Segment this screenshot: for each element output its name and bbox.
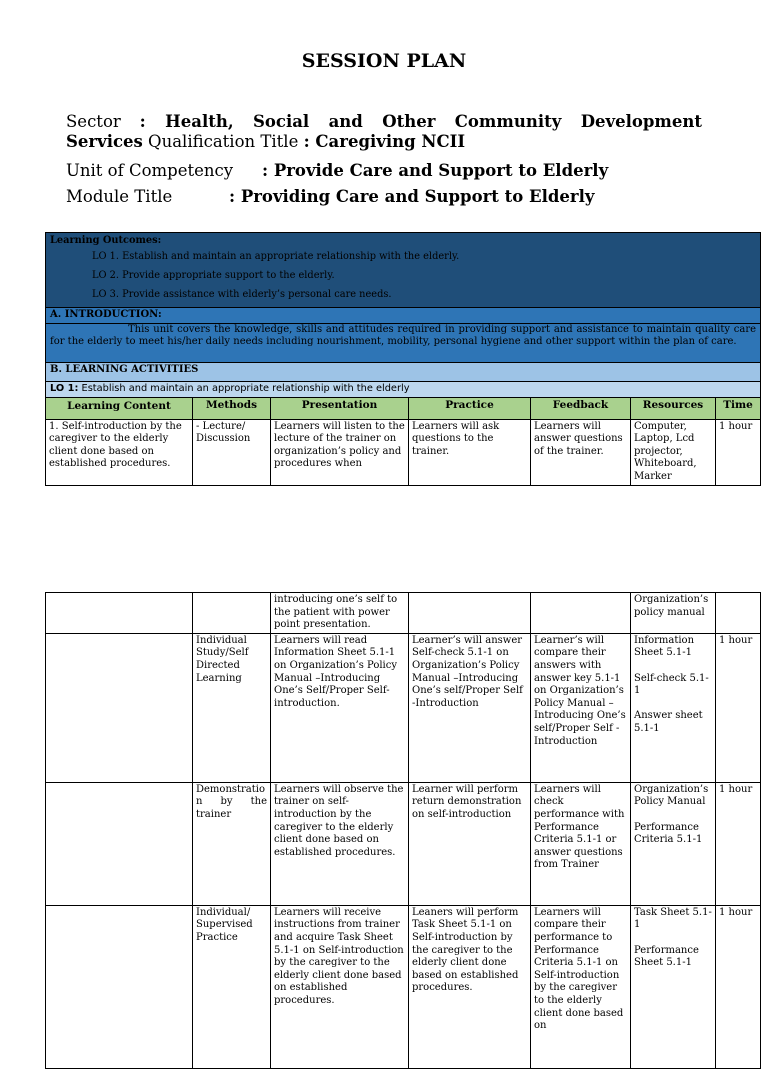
time-cell	[716, 593, 761, 634]
lo1-row	[46, 381, 761, 397]
methods-cell: Individual Study/Self Directed Learning	[193, 633, 271, 782]
column-header: Presentation	[271, 397, 409, 419]
learning-content-cell	[46, 905, 193, 1068]
sector-line: Sector : Health, Social and Other Community Development	[66, 112, 702, 131]
activities-heading: B. LEARNING ACTIVITIES	[46, 362, 761, 381]
feedback-cell: Learners will check performance with Performance Criteria 5.1-1 or answer questions from Trainer	[531, 782, 631, 905]
table-row	[46, 633, 761, 782]
resources-cell: Organization’s policy manual	[631, 593, 716, 634]
module-value: : Providing Care and Support to Elderly	[229, 187, 595, 206]
outcome-item: LO 3. Provide assistance with elderly’s personal care needs.	[92, 289, 392, 300]
session-plan-table-top	[45, 232, 761, 486]
module-label: Module Title	[66, 187, 173, 206]
table-row	[46, 782, 761, 905]
outcomes-heading: Learning Outcomes:	[50, 235, 162, 246]
lo1-text: Establish and maintain an appropriate relationship with the elderly	[81, 382, 410, 394]
learning-outcomes-row	[46, 233, 761, 308]
learning-content-cell	[46, 782, 193, 905]
column-header: Feedback	[531, 397, 631, 419]
table-row	[46, 593, 761, 634]
resources-cell: Task Sheet 5.1-1 Performance Sheet 5.1-1	[631, 905, 716, 1068]
session-plan-table-continued	[45, 592, 761, 1069]
unit-value: : Provide Care and Support to Elderly	[262, 161, 609, 180]
sector-block	[66, 112, 702, 152]
presentation-cell: Learners will read Information Sheet 5.1-1 on Organization’s Policy Manual –Introducing One’s Self/Proper Self-introduction.	[271, 633, 409, 782]
introduction-heading-row	[46, 308, 761, 324]
learning-content-cell: 1. Self-introduction by the caregiver to the elderly client done based on established procedures.	[46, 419, 193, 485]
column-header: Methods	[193, 397, 271, 419]
presentation-cell: Learners will observe the trainer on self-introduction by the caregiver to the elderly client done based on established procedures.	[271, 782, 409, 905]
learning-content-cell	[46, 633, 193, 782]
time-cell: 1 hour	[716, 633, 761, 782]
services-word: Services	[66, 132, 143, 151]
presentation-cell: Learners will listen to the lecture of the trainer on organization’s policy and procedures when	[271, 419, 409, 485]
methods-cell	[193, 593, 271, 634]
introduction-text: This unit covers the knowledge, skills and attitudes required in providing support and assistance to maintain quality care for the elderly to meet his/her daily needs including nourishment, mobility, personal hygiene and other support within the plan of care.	[46, 323, 761, 362]
presentation-cell: introducing one’s self to the patient with power point presentation.	[271, 593, 409, 634]
time-cell: 1 hour	[716, 782, 761, 905]
methods-cell: Demonstration by the trainer	[193, 782, 271, 905]
resources-cell: Information Sheet 5.1-1 Self-check 5.1-1 Answer sheet 5.1-1	[631, 633, 716, 782]
introduction-heading: A. INTRODUCTION:	[46, 308, 761, 324]
introduction-text-row	[46, 323, 761, 362]
resources-cell: Organization’s Policy Manual Performance Criteria 5.1-1	[631, 782, 716, 905]
unit-line	[66, 161, 702, 181]
resources-cell: Computer, Laptop, Lcd projector, Whiteboard, Marker	[631, 419, 716, 485]
outcome-item: LO 2. Provide appropriate support to the elderly.	[92, 270, 335, 281]
sector-label: Sector	[66, 112, 121, 131]
lo1-label: LO 1:	[50, 382, 79, 394]
feedback-cell: Learner’s will compare their answers with answer key 5.1-1 on Organization’s Policy Manual –Introducing One’s self/Proper Self -Introduction	[531, 633, 631, 782]
practice-cell: Learner’s will answer Self-check 5.1-1 on Organization’s Policy Manual –Introducing One’s self/Proper Self -Introduction	[409, 633, 531, 782]
activities-heading-row	[46, 362, 761, 381]
table-row	[46, 905, 761, 1068]
feedback-cell: Learners will compare their performance to Performance Criteria 5.1-1 on Self-introduction by the caregiver to the elderly client done based on	[531, 905, 631, 1068]
unit-label: Unit of Competency	[66, 161, 234, 180]
module-line	[66, 187, 702, 207]
practice-cell: Leaners will perform Task Sheet 5.1-1 on Self-introduction by the caregiver to the elderly client done based on established procedures.	[409, 905, 531, 1068]
page-title: SESSION PLAN	[301, 50, 467, 72]
column-header: Practice	[409, 397, 531, 419]
qualification-value: : Caregiving NCII	[303, 132, 466, 151]
column-header: Resources	[631, 397, 716, 419]
outcome-item: LO 1. Establish and maintain an appropriate relationship with the elderly.	[92, 251, 460, 262]
time-cell: 1 hour	[716, 419, 761, 485]
column-header-row	[46, 397, 761, 419]
time-cell: 1 hour	[716, 905, 761, 1068]
practice-cell	[409, 593, 531, 634]
feedback-cell: Learners will answer questions of the trainer.	[531, 419, 631, 485]
feedback-cell	[531, 593, 631, 634]
column-header: Time	[716, 397, 761, 419]
qualification-line	[66, 132, 702, 152]
column-header: Learning Content	[46, 397, 193, 419]
sector-value: Health, Social and Other Community Development	[165, 112, 702, 131]
table-row	[46, 419, 761, 485]
methods-cell: - Lecture/ Discussion	[193, 419, 271, 485]
practice-cell: Learner will perform return demonstration on self-introduction	[409, 782, 531, 905]
qualification-label: Qualification Title	[148, 132, 299, 151]
methods-cell: Individual/ Supervised Practice	[193, 905, 271, 1068]
practice-cell: Learners will ask questions to the trainer.	[409, 419, 531, 485]
learning-content-cell	[46, 593, 193, 634]
presentation-cell: Learners will receive instructions from trainer and acquire Task Sheet 5.1-1 on Self-introduction by the caregiver to the elderly client done based on established procedures.	[271, 905, 409, 1068]
